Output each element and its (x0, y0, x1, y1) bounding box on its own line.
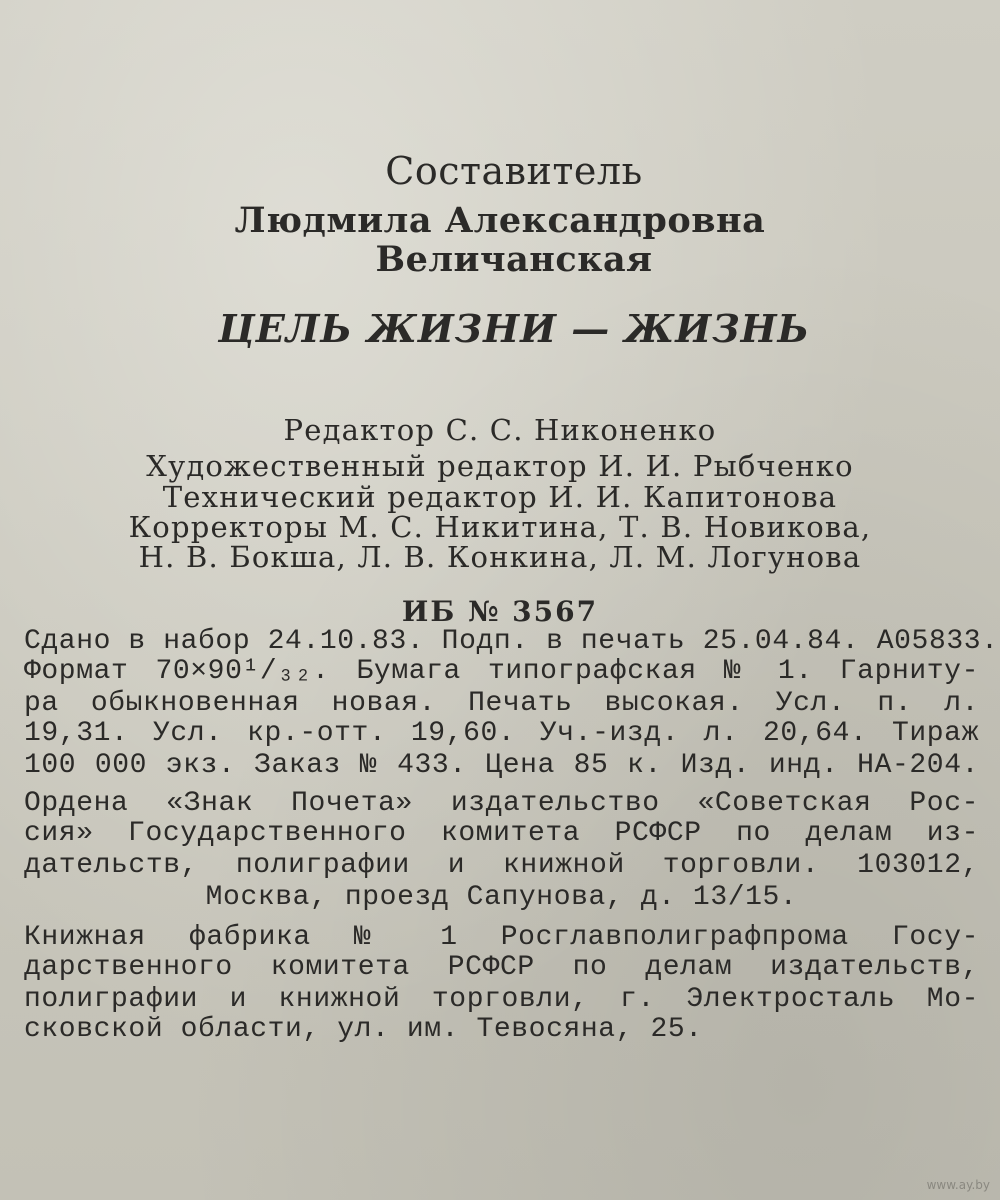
publisher-line: Москва, проезд Сапунова, д. 13/15. (205, 882, 798, 913)
imprint-line: Сдано в набор 24.10.83. Подп. в печать 25.04.84. А05833. (24, 626, 999, 657)
editor-credit: Редактор С. С. Никоненко (283, 413, 717, 447)
correctors-line1: Корректоры М. С. Никитина, Т. В. Новикова, (128, 510, 872, 544)
printer-line: полиграфии и книжной торговли, г. Электросталь Мо- (24, 984, 979, 1015)
imprint-line: 100 000 экз. Заказ № 433. Цена 85 к. Изд. инд. НА-204. (24, 750, 979, 781)
publisher-line: Ордена «Знак Почета» издательство «Советская Рос- (24, 788, 979, 819)
book-title: ЦЕЛЬ ЖИЗНИ — ЖИЗНЬ (218, 306, 810, 351)
imprint-line: 19,31. Усл. кр.-отт. 19,60. Уч.-изд. л. 20,64. Тираж (24, 718, 979, 749)
tech-editor-credit: Технический редактор И. И. Капитонова (162, 480, 838, 514)
publisher-line: сия» Государственного комитета РСФСР по делам из- (24, 818, 979, 849)
compiler-label: Составитель (385, 149, 643, 193)
printer-line: дарственного комитета РСФСР по делам издательств, (24, 952, 979, 983)
correctors-line2: Н. В. Бокша, Л. В. Конкина, Л. М. Логунова (138, 540, 862, 574)
printer-line: Книжная фабрика № 1 Росглавполиграфпрома Госу- (24, 922, 979, 953)
imprint-line: Формат 70×90¹/₃₂. Бумага типографская № 1. Гарниту- (24, 656, 979, 687)
compiler-name-line1: Людмила Александровна (234, 200, 766, 241)
site-watermark: www.ay.by (926, 1178, 990, 1192)
compiler-name-line2: Величанская (375, 239, 653, 280)
art-editor-credit: Художественный редактор И. И. Рыбченко (146, 449, 854, 483)
imprint-line: ра обыкновенная новая. Печать высокая. Усл. п. л. (24, 688, 979, 719)
ib-number: ИБ № 3567 (401, 595, 599, 628)
publisher-line: дательств, полиграфии и книжной торговли. 103012, (24, 850, 979, 881)
printer-line: сковской области, ул. им. Тевосяна, 25. (24, 1014, 703, 1045)
